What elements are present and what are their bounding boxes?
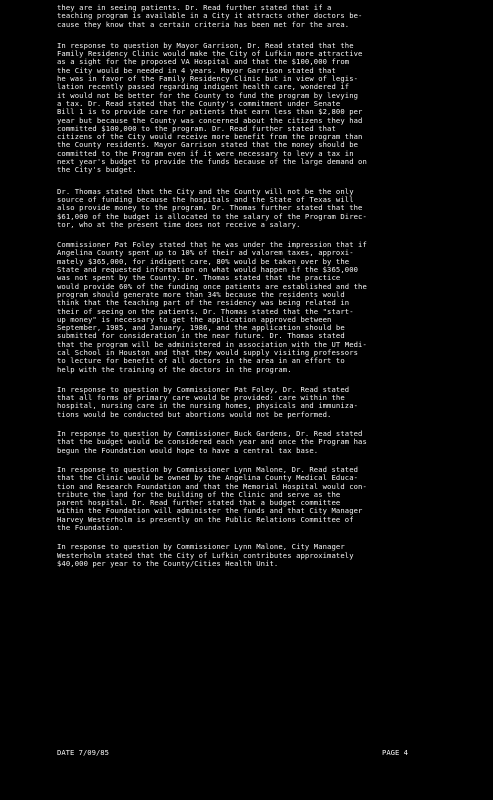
paragraph-2: In response to question by Mayor Garrison, Dr. Read stated that the Family Residency Clinic would make the City of Lufkin more attractive as a sight for the proposed VA Hospital and that the $100,000 from the City would be needed in 4 years. Mayor Garrison stated that he was in favor of the Family Residency Clinic but in view of legis- lation recently passed regarding indigent health care, wondered if it would not be better for the County to fund the program by levying a tax. Dr. Read stated that the County's commitment under Senate Bill 1 is to provide care for patients that earn less than $2,800 per year but because the County was concerned about the citizens they had committed $100,000 to the program. Dr. Read further stated that citizens of the City would receive more benefit from the program than the County residents. Mayor Garrison stated that the money should be committed to the Program even if it were necessary to levy a tax in next year's budget to provide the funds because of the large demand on the City's budget. [57,40,367,175]
paragraph-4: Commissioner Pat Foley stated that he was under the impression that if Angelina County spent up to 10% of their ad valorem taxes, approxi- mately $365,000, for indigent care, 80% would be taken over by the State and requested information on what would happen if the $365,000 was not spent by the County. Dr. Thomas stated that the practice would provide 60% of the funding once patients are established and the program should generate more than 34% because the residents would think that the teaching part of the residency was being related in their of seeing on the patients. Dr. Thomas stated that the "start- up money" is necessary to get the application approved between September, 1985, and January, 1986, and the application should be submitted for consideration in the near future. Dr. Thomas stated that the program will be administered in association with the UT Medi- cal School in Houston and that they would supply visiting professors to lecture for benefit of all doctors in the area in an effort to help with the training of the doctors in the program. [57,240,367,374]
paragraph-1: they are in seeing patients. Dr. Read further stated that if a teaching program is available in a City it attracts other doctors be- cause they know that a certain criteria has been met for the area. [57,3,363,29]
footer-page-number: PAGE 4 [382,748,408,757]
paragraph-8: In response to question by Commissioner Lynn Malone, City Manager Westerholm stated that the City of Lufkin contributes approximately $40,000 per year to the County/Cities Health Unit. [57,542,354,568]
paragraph-6: In response to question by Commissioner Buck Gardens, Dr. Read stated that the budget would be considered each year and once the Program has begun the Foundation would hope to have a central tax base. [57,429,367,455]
paragraph-5: In response to question by Commissioner Pat Foley, Dr. Read stated that all forms of primary care would be provided: care within the hospital, nursing care in the nursing homes, physicals and immuniza- tions would be conducted but abortions would not be performed. [57,384,359,419]
page-footer [57,748,408,757]
paragraph-3: Dr. Thomas stated that the City and the County will not be the only source of funding because the hospitals and the State of Texas will also provide money to the program. Dr. Thomas further stated that the $61,000 of the budget is allocated to the salary of the Program Direc- tor, who at the present time does not receive a salary. [57,186,367,229]
footer-date: DATE 7/09/85 [57,748,109,757]
paragraph-7: In response to question by Commissioner Lynn Malone, Dr. Read stated that the Clinic would be owned by the Angelina County Medical Educa- tion and Research Foundation and that the Memorial Hospital would con- tribute the land for the building of the Clinic and serve as the parent hospital. Dr. Read further stated that a budget committee within the Foundation will administer the funds and that City Manager Harvey Westerholm is presently on the Public Relations Committee of the Foundation. [57,464,367,533]
